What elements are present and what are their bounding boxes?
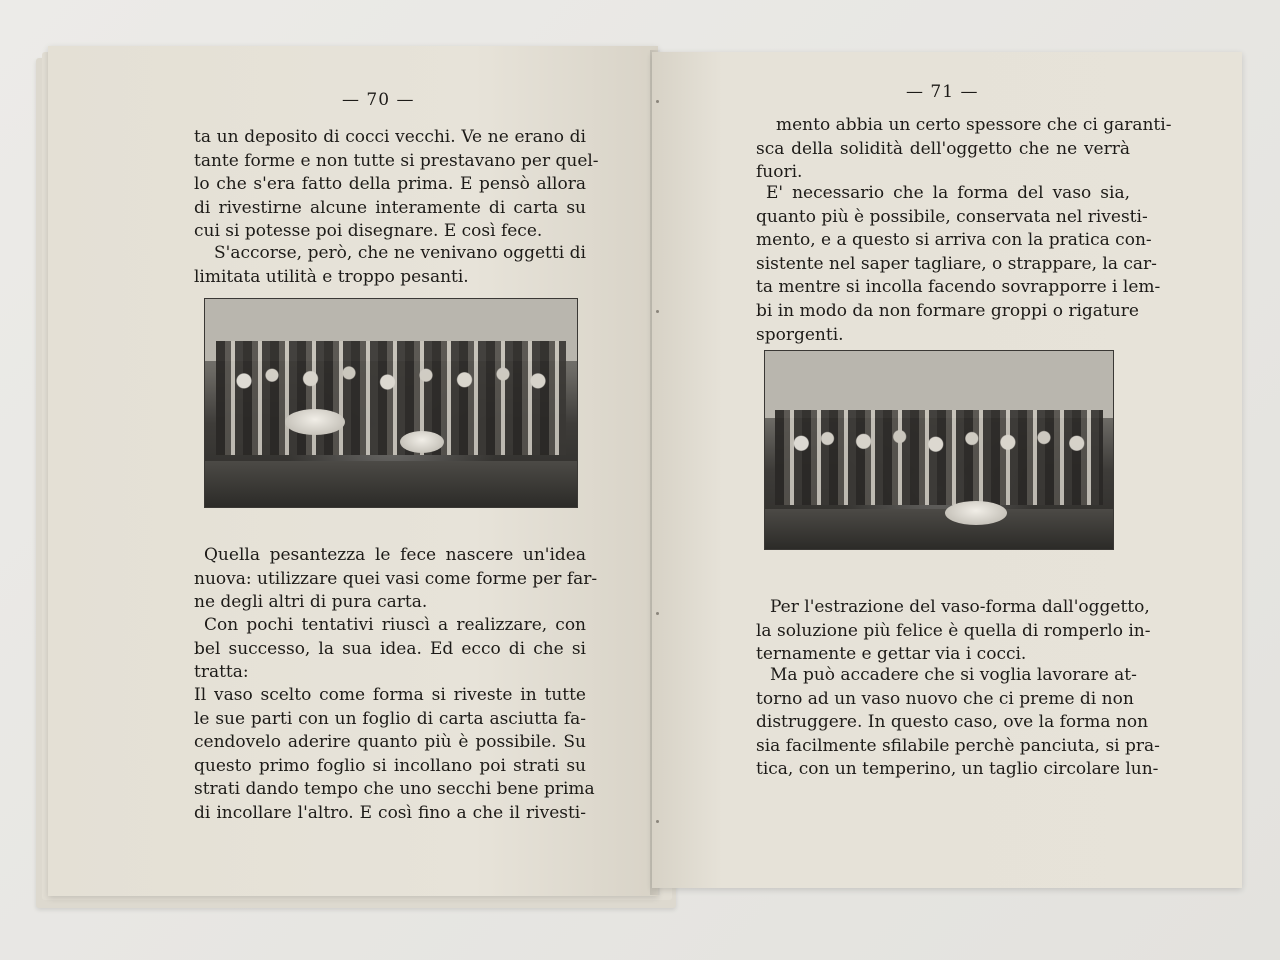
- text-line: distruggere. In questo caso, ove la forma non: [756, 712, 1149, 733]
- text-line: le sue parti con un foglio di carta asciutta fa-: [194, 708, 586, 729]
- text-line: Ma può accadere che si voglia lavorare at-: [770, 665, 1137, 685]
- text-line: mento, e a questo si arriva con la pratica con-: [756, 230, 1152, 251]
- photo-children-with-vases: [204, 298, 578, 508]
- left-paragraph-2: [194, 242, 586, 289]
- page-number-70: — 70 —: [342, 90, 415, 110]
- text-line: Il vaso scelto come forma si riveste in tutte: [194, 685, 586, 705]
- text-line: di incollare l'altro. E così fino a che il rivesti-: [194, 802, 586, 823]
- photo-group-with-bowl: [764, 350, 1114, 550]
- text-line: questo primo foglio si incollano poi strati su: [194, 755, 586, 776]
- text-line: tica, con un temperino, un taglio circolare lun-: [756, 759, 1159, 780]
- text-line: strati dando tempo che uno secchi bene prima: [194, 779, 595, 800]
- text-line: ne degli altri di pura carta.: [194, 592, 428, 613]
- stitch-hole: [656, 612, 659, 615]
- text-line: tratta:: [194, 662, 249, 683]
- text-line: bi in modo da non formare groppi o rigature: [756, 300, 1139, 321]
- text-line: fuori.: [756, 162, 803, 183]
- right-page: [652, 52, 1242, 888]
- right-paragraph-3: [756, 596, 1151, 667]
- text-line: ternamente e gettar via i cocci.: [756, 644, 1027, 665]
- text-line: ta mentre si incolla facendo sovrapporre i lem-: [756, 277, 1161, 298]
- text-line: nuova: utilizzare quei vasi come forme per far-: [194, 568, 598, 589]
- stitch-hole: [656, 820, 659, 823]
- text-line: ta un deposito di cocci vecchi. Ve ne erano di: [194, 127, 586, 147]
- text-line: E' necessario che la forma del vaso sia,: [766, 183, 1130, 203]
- stitch-hole: [656, 310, 659, 313]
- text-line: Quella pesantezza le fece nascere un'idea: [204, 545, 586, 565]
- text-line: sporgenti.: [756, 324, 844, 345]
- text-line: bel successo, la sua idea. Ed ecco di che si: [194, 638, 586, 659]
- left-paragraph-4: [194, 614, 586, 685]
- stitch-hole: [656, 100, 659, 103]
- text-line: di rivestirne alcune interamente di carta su: [194, 197, 586, 218]
- text-line: tante forme e non tutte si prestavano per quel-: [194, 150, 599, 171]
- left-paragraph-5: [194, 684, 595, 826]
- text-line: la soluzione più felice è quella di romperlo in-: [756, 620, 1151, 641]
- text-line: sca della solidità dell'oggetto che ne verrà: [756, 138, 1130, 159]
- text-line: Con pochi tentativi riuscì a realizzare, con: [204, 615, 586, 635]
- right-paragraph-2: [756, 182, 1161, 347]
- right-paragraph-4: [756, 664, 1160, 782]
- text-line: S'accorse, però, che ne venivano oggetti di: [214, 243, 586, 263]
- text-line: quanto più è possibile, conservata nel rivesti-: [756, 206, 1148, 227]
- text-line: cui si potesse poi disegnare. E così fece.: [194, 221, 543, 242]
- text-line: sia facilmente sfilabile perchè panciuta, si pra-: [756, 735, 1160, 756]
- left-paragraph-3: [194, 544, 598, 615]
- text-line: limitata utilità e troppo pesanti.: [194, 266, 469, 287]
- right-paragraph-1: [756, 114, 1172, 185]
- left-page: [48, 46, 658, 896]
- page-number-71: — 71 —: [906, 82, 979, 102]
- text-line: sistente nel saper tagliare, o strappare, la car-: [756, 253, 1157, 274]
- text-line: mento abbia un certo spessore che ci garanti-: [776, 115, 1172, 135]
- text-line: Per l'estrazione del vaso-forma dall'oggetto,: [770, 597, 1150, 617]
- left-paragraph-1: [194, 126, 599, 244]
- text-line: cendovelo aderire quanto più è possibile. Su: [194, 732, 586, 753]
- text-line: torno ad un vaso nuovo che ci preme di non: [756, 688, 1134, 709]
- text-line: lo che s'era fatto della prima. E pensò allora: [194, 174, 586, 195]
